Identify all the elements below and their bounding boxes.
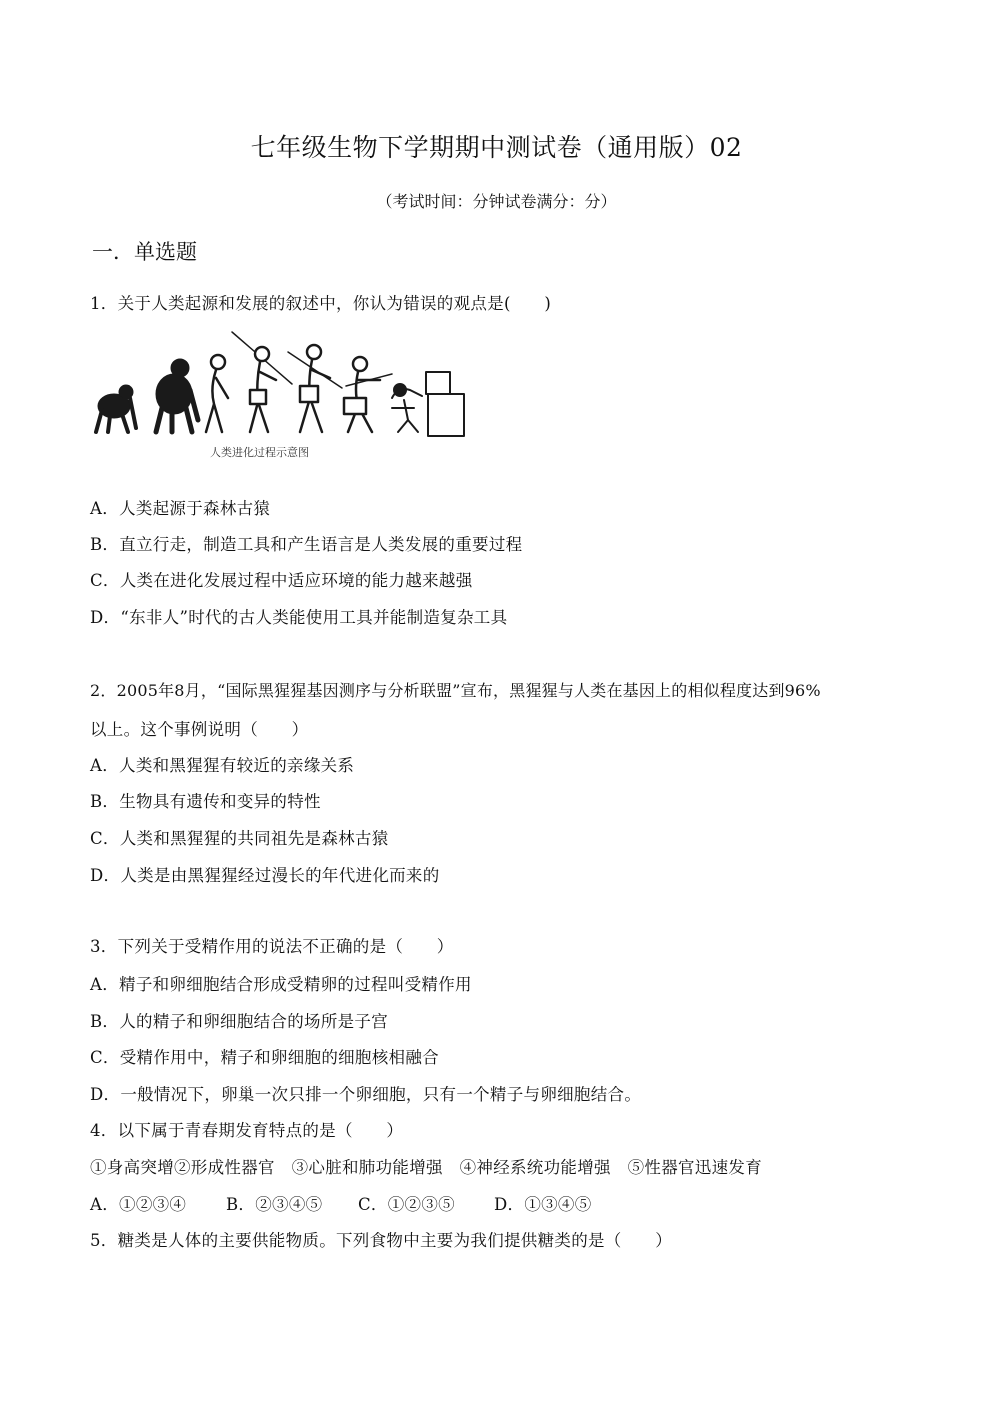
- hominid-silhouette-5: [288, 345, 342, 432]
- question-1-option-a: A．人类起源于森林古猿: [90, 499, 271, 518]
- question-5-stem: 5．糖类是人体的主要供能物质。下列食物中主要为我们提供糖类的是（ ）: [90, 1231, 672, 1250]
- ape-silhouette-1: [96, 385, 136, 432]
- hominid-silhouette-3: [206, 355, 228, 432]
- human-silhouette-6: [344, 357, 392, 432]
- question-2-option-b: B．生物具有遗传和变异的特性: [90, 792, 321, 811]
- question-2-option-c: C．人类和黑猩猩的共同祖先是森林古猿: [90, 829, 389, 848]
- question-4-option-a: A．①②③④: [90, 1195, 187, 1214]
- question-4-stem: 4．以下属于青春期发育特点的是（ ）: [90, 1121, 404, 1140]
- question-4-items: ①身高突增②形成性器官 ③心脏和肺功能增强 ④神经系统功能增强 ⑤性器官迅速发育: [90, 1158, 762, 1177]
- question-3-option-a: A．精子和卵细胞结合形成受精卵的过程叫受精作用: [90, 975, 472, 994]
- question-1-stem: 1．关于人类起源和发展的叙述中，你认为错误的观点是( ): [90, 294, 552, 313]
- question-4-option-b: B．②③④⑤: [226, 1195, 323, 1214]
- computer-user-silhouette-7: [392, 372, 464, 436]
- question-1-option-d: D．“东非人”时代的古人类能使用工具并能制造复杂工具: [90, 608, 508, 627]
- question-3-option-c: C．受精作用中，精子和卵细胞的细胞核相融合: [90, 1048, 439, 1067]
- section-title: 一．单选题: [92, 240, 197, 264]
- question-2-stem-line-1: 2．2005年8月，“国际黑猩猩基因测序与分析联盟”宣布，黑猩猩与人类在基因上的相似程度达到96%: [90, 681, 821, 700]
- question-2-stem-line-2: 以上。这个事例说明（ ）: [90, 720, 309, 739]
- question-2-option-a: A．人类和黑猩猩有较近的亲缘关系: [90, 756, 355, 775]
- question-3-option-b: B．人的精子和卵细胞结合的场所是子宫: [90, 1012, 389, 1031]
- question-1-option-b: B．直立行走，制造工具和产生语言是人类发展的重要过程: [90, 535, 523, 554]
- question-3-option-d: D．一般情况下，卵巢一次只排一个卵细胞，只有一个精子与卵细胞结合。: [90, 1085, 642, 1104]
- question-3-stem: 3．下列关于受精作用的说法不正确的是（ ）: [90, 937, 454, 956]
- page-title: 七年级生物下学期期中测试卷（通用版）02: [250, 133, 743, 162]
- ape-silhouette-2: [156, 359, 198, 432]
- exam-info: （考试时间：分钟试卷满分：分）: [376, 192, 617, 211]
- question-4-option-c: C．①②③⑤: [358, 1195, 455, 1214]
- figure-caption: 人类进化过程示意图: [210, 446, 309, 459]
- question-4-option-d: D．①③④⑤: [494, 1195, 592, 1214]
- hominid-silhouette-4: [232, 332, 292, 432]
- question-2-option-d: D．人类是由黑猩猩经过漫长的年代进化而来的: [90, 866, 440, 885]
- question-1-option-c: C．人类在进化发展过程中适应环境的能力越来越强: [90, 571, 473, 590]
- human-evolution-figure: [92, 328, 468, 460]
